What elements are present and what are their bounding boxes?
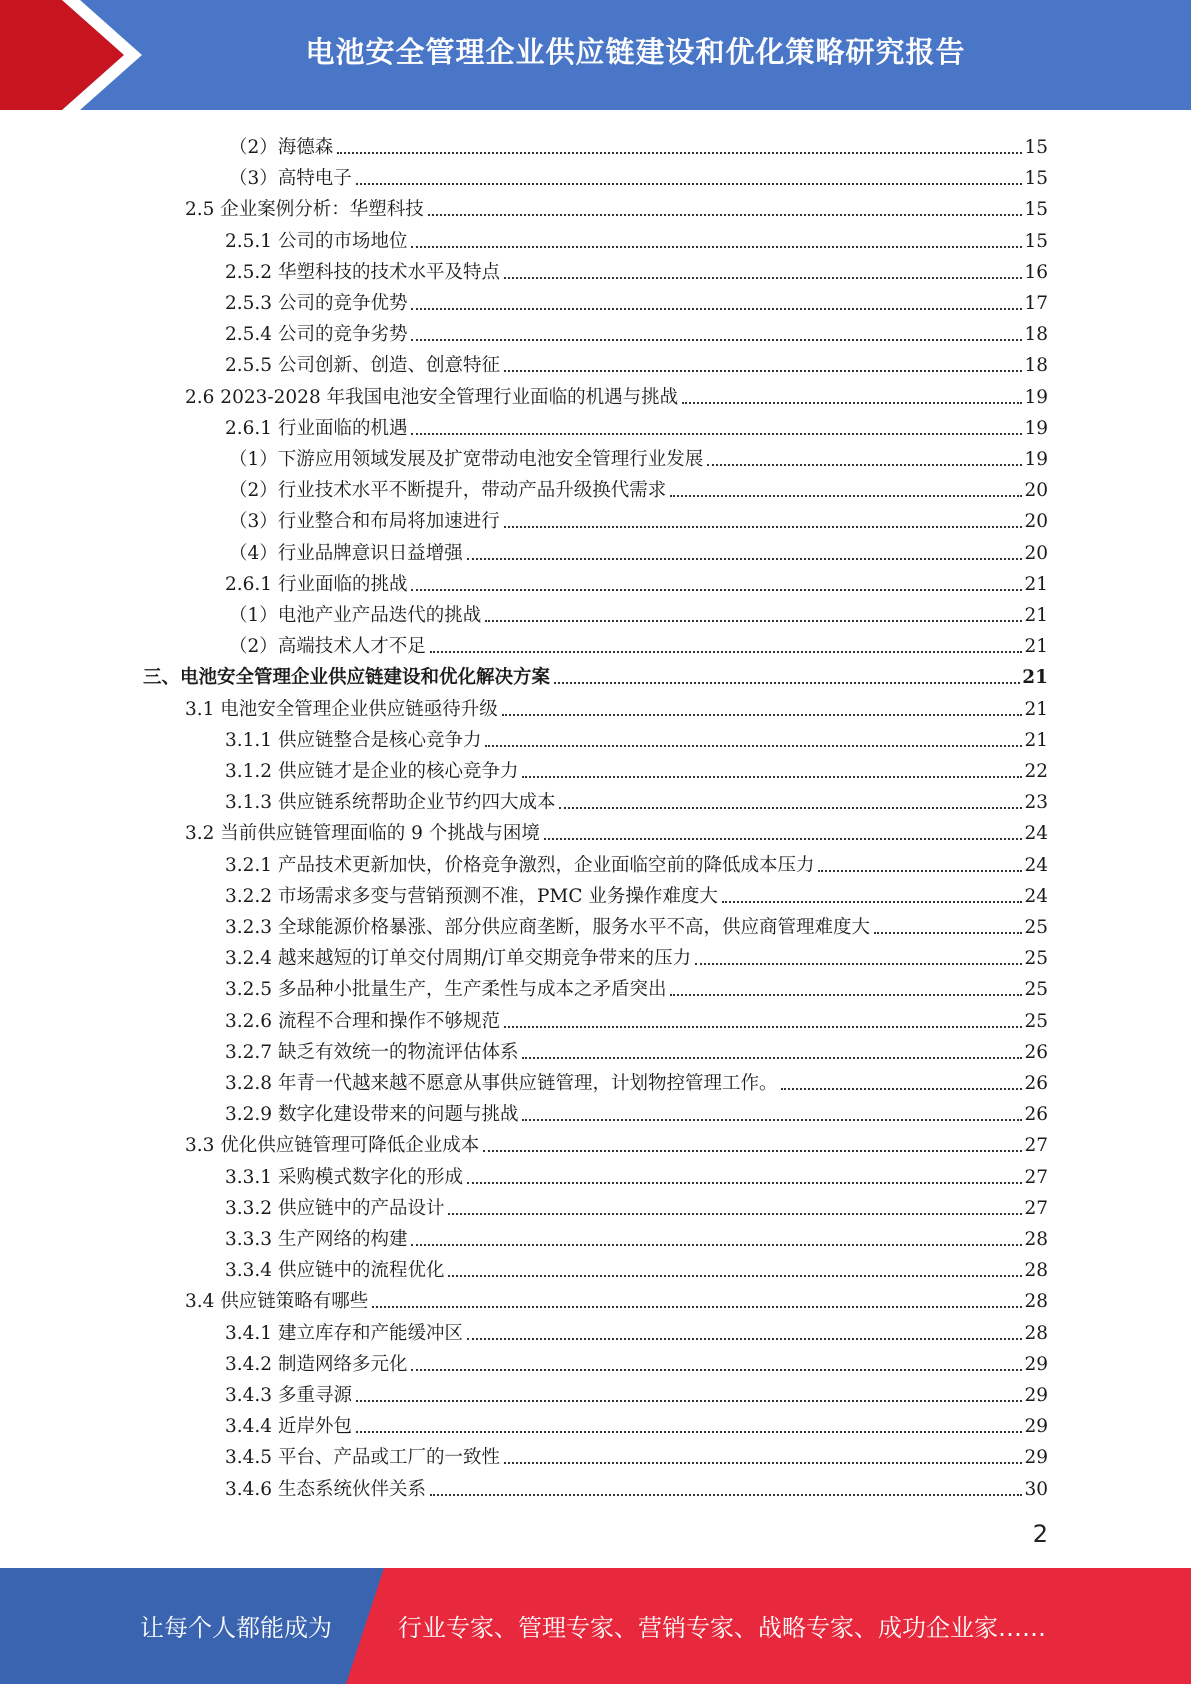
toc-entry-label: （2）行业技术水平不断提升，带动产品升级换代需求	[229, 480, 667, 502]
toc-entry[interactable]	[229, 471, 1048, 502]
toc-entry[interactable]	[225, 846, 1048, 877]
toc-entry-label: 2.5.4 公司的竞争劣势	[225, 324, 408, 346]
toc-entry[interactable]	[229, 440, 1048, 471]
toc-entry-page: 25	[1024, 1010, 1048, 1032]
toc-entry[interactable]	[225, 1158, 1048, 1189]
toc-entry[interactable]	[225, 1438, 1048, 1469]
toc-entry-page: 16	[1024, 261, 1048, 283]
toc-entry[interactable]	[225, 1314, 1048, 1345]
toc-entry-label: 3.3.4 供应链中的流程优化	[225, 1260, 445, 1282]
toc-dot-leader	[467, 1182, 1022, 1184]
toc-entry-label: 3.2.8 年青一代越来越不愿意从事供应链管理，计划物控管理工作。	[225, 1073, 778, 1094]
toc-entry-page: 28	[1024, 1229, 1048, 1250]
toc-entry-page: 15	[1024, 230, 1048, 252]
toc-entry-page: 18	[1024, 355, 1048, 377]
toc-dot-leader	[485, 745, 1022, 747]
toc-dot-leader	[522, 1057, 1022, 1059]
toc-entry[interactable]	[225, 315, 1048, 346]
toc-dot-leader	[337, 152, 1022, 154]
toc-dot-leader	[483, 1150, 1022, 1152]
toc-entry[interactable]	[185, 1126, 1048, 1157]
toc-dot-leader	[670, 495, 1022, 497]
toc-dot-leader	[707, 464, 1022, 466]
toc-dot-leader	[428, 214, 1023, 216]
toc-dot-leader	[411, 433, 1022, 435]
toc-entry-page: 23	[1024, 792, 1048, 814]
toc-dot-leader	[372, 1306, 1022, 1308]
toc-dot-leader	[411, 1369, 1022, 1371]
toc-entry-label: 3.4.4 近岸外包	[225, 1416, 352, 1438]
toc-entry-label: 3.2 当前供应链管理面临的 9 个挑战与困境	[185, 823, 540, 845]
toc-entry-page: 21	[1024, 605, 1048, 626]
toc-entry[interactable]	[225, 970, 1048, 1001]
toc-entry-page: 26	[1024, 1104, 1048, 1126]
toc-entry[interactable]	[229, 627, 1048, 658]
toc-entry[interactable]	[225, 1376, 1048, 1407]
toc-entry-page: 18	[1024, 324, 1048, 346]
toc-entry[interactable]	[225, 908, 1048, 939]
toc-dot-leader	[356, 183, 1023, 185]
toc-entry-page: 19	[1024, 449, 1048, 470]
toc-entry[interactable]	[225, 1033, 1048, 1064]
toc-entry[interactable]	[225, 409, 1048, 440]
header-arrow-decoration	[0, 0, 160, 110]
toc-entry-label: 3.3.1 采购模式数字化的形成	[225, 1166, 463, 1188]
toc-entry-page: 28	[1024, 1291, 1048, 1313]
toc-entry[interactable]	[229, 502, 1048, 533]
toc-entry-page: 25	[1024, 979, 1048, 1001]
toc-entry-label: 3.4.5 平台、产品或工厂的一致性	[225, 1447, 500, 1469]
toc-entry[interactable]	[229, 159, 1048, 190]
toc-entry-label: （4）行业品牌意识日益增强	[229, 542, 463, 564]
toc-dot-leader	[448, 1275, 1022, 1277]
toc-entry-label: （3）高特电子	[229, 168, 352, 190]
toc-entry-page: 27	[1024, 1166, 1048, 1188]
toc-entry[interactable]	[185, 690, 1048, 721]
toc-entry-page: 28	[1024, 1260, 1048, 1282]
page-number: 2	[1032, 1520, 1048, 1548]
toc-entry-page: 19	[1024, 417, 1048, 439]
toc-entry[interactable]	[229, 534, 1048, 565]
toc-dot-leader	[874, 932, 1022, 934]
footer-slogan-right: 行业专家、管理专家、营销专家、战略专家、成功企业家……	[398, 1614, 1046, 1642]
toc-entry-label: 2.6.1 行业面临的机遇	[225, 417, 408, 439]
toc-entry-label: 2.5.3 公司的竞争优势	[225, 293, 408, 314]
toc-entry[interactable]	[229, 596, 1048, 627]
toc-entry-page: 29	[1024, 1353, 1048, 1375]
toc-dot-leader	[722, 901, 1023, 903]
toc-entry-label: 3.2.6 流程不合理和操作不够规范	[225, 1010, 500, 1032]
toc-dot-leader	[781, 1088, 1022, 1090]
toc-entry[interactable]	[225, 1251, 1048, 1282]
toc-entry[interactable]	[225, 752, 1048, 783]
toc-entry-page: 28	[1024, 1322, 1048, 1344]
toc-entry-page: 15	[1024, 168, 1048, 190]
toc-entry[interactable]	[185, 190, 1048, 221]
toc-entry-page: 20	[1024, 511, 1048, 533]
toc-dot-leader	[522, 776, 1022, 778]
toc-entry-label: 3.2.1 产品技术更新加快，价格竞争激烈，企业面临空前的降低成本压力	[225, 854, 815, 876]
toc-entry-page: 27	[1024, 1197, 1048, 1219]
toc-entry[interactable]	[185, 378, 1048, 409]
toc-entry[interactable]	[225, 1189, 1048, 1220]
toc-entry-page: 19	[1024, 386, 1048, 408]
toc-entry-page: 21	[1024, 573, 1048, 595]
toc-entry-label: 3.2.4 越来越短的订单交付周期/订单交期竞争带来的压力	[225, 948, 692, 970]
toc-dot-leader	[818, 870, 1022, 872]
toc-entry-label: 3.4 供应链策略有哪些	[185, 1291, 369, 1313]
toc-dot-leader	[504, 1026, 1022, 1028]
toc-entry-label: 3.2.5 多品种小批量生产，生产柔性与成本之矛盾突出	[225, 979, 667, 1001]
toc-dot-leader	[695, 963, 1022, 965]
toc-entry-page: 29	[1024, 1385, 1048, 1406]
header-title: 电池安全管理企业供应链建设和优化策略研究报告	[305, 35, 966, 69]
toc-entry-label: 2.6.1 行业面临的挑战	[225, 573, 408, 595]
toc-entry[interactable]	[225, 1095, 1048, 1126]
toc-dot-leader	[430, 1494, 1022, 1496]
toc-entry-page: 15	[1024, 199, 1048, 221]
toc-entry[interactable]	[225, 1345, 1048, 1376]
toc-dot-leader	[554, 682, 1020, 684]
toc-dot-leader	[559, 807, 1022, 809]
toc-entry-label: 3.1 电池安全管理企业供应链亟待升级	[185, 698, 498, 720]
toc-entry-label: 3.3 优化供应链管理可降低企业成本	[185, 1135, 480, 1157]
toc-entry-label: 3.2.9 数字化建设带来的问题与挑战	[225, 1104, 519, 1126]
toc-entry-label: 3.2.2 市场需求多变与营销预测不准，PMC 业务操作难度大	[225, 885, 718, 907]
toc-entry-label: 3.4.2 制造网络多元化	[225, 1353, 408, 1375]
toc-entry-page: 21	[1022, 667, 1048, 689]
toc-entry-page: 26	[1024, 1073, 1048, 1094]
toc-entry-page: 20	[1024, 542, 1048, 564]
toc-entry-page: 20	[1024, 480, 1048, 502]
toc-entry[interactable]	[143, 658, 1048, 689]
toc-entry-label: 2.5.5 公司创新、创造、创意特征	[225, 355, 500, 377]
toc-dot-leader	[467, 1338, 1022, 1340]
toc-dot-leader	[522, 1119, 1022, 1121]
toc-entry-page: 25	[1024, 948, 1048, 970]
toc-entry[interactable]	[225, 284, 1048, 315]
toc-entry-page: 21	[1024, 698, 1048, 720]
toc-entry-label: 3.3.3 生产网络的构建	[225, 1229, 408, 1250]
toc-dot-leader	[448, 1213, 1022, 1215]
toc-entry-page: 22	[1024, 761, 1048, 782]
toc-entry[interactable]	[225, 1407, 1048, 1438]
toc-entry-label: 3.1.2 供应链才是企业的核心竞争力	[225, 761, 519, 782]
toc-dot-leader	[504, 1462, 1022, 1464]
toc-entry-page: 27	[1024, 1135, 1048, 1157]
toc-entry-page: 17	[1024, 293, 1048, 314]
toc-entry-label: 3.1.3 供应链系统帮助企业节约四大成本	[225, 792, 556, 814]
toc-entry-label: 3.4.6 生态系统伙伴关系	[225, 1478, 426, 1500]
toc-dot-leader	[411, 308, 1022, 310]
toc-entry-label: （2）高端技术人才不足	[229, 636, 426, 658]
toc-dot-leader	[411, 246, 1022, 248]
toc-entry-label: 2.5.1 公司的市场地位	[225, 230, 408, 252]
toc-entry-label: 2.5 企业案例分析：华塑科技	[185, 199, 424, 221]
toc-entry-label: 2.5.2 华塑科技的技术水平及特点	[225, 261, 500, 283]
toc-entry-page: 24	[1024, 854, 1048, 876]
toc-entry-label: 3.4.3 多重寻源	[225, 1385, 352, 1406]
toc-entry[interactable]	[225, 721, 1048, 752]
toc-entry[interactable]	[225, 565, 1048, 596]
toc-dot-leader	[682, 402, 1022, 404]
toc-entry-page: 24	[1024, 823, 1048, 845]
toc-entry[interactable]	[229, 128, 1048, 159]
toc-dot-leader	[670, 994, 1022, 996]
toc-entry-label: 三、电池安全管理企业供应链建设和优化解决方案	[143, 667, 551, 689]
toc-entry[interactable]	[225, 1064, 1048, 1095]
toc-entry[interactable]	[225, 222, 1048, 253]
toc-dot-leader	[411, 339, 1022, 341]
toc-dot-leader	[544, 838, 1023, 840]
toc-entry[interactable]	[225, 939, 1048, 970]
toc-dot-leader	[467, 558, 1023, 560]
toc-entry-label: 3.2.3 全球能源价格暴涨、部分供应商垄断，服务水平不高，供应商管理难度大	[225, 917, 870, 938]
toc-dot-leader	[485, 620, 1022, 622]
toc-entry-page: 15	[1024, 137, 1048, 158]
toc-entry[interactable]	[185, 1282, 1048, 1313]
toc-entry[interactable]	[225, 253, 1048, 284]
toc-entry-page: 21	[1024, 729, 1048, 751]
toc-entry-page: 30	[1024, 1478, 1048, 1500]
toc-entry-label: 3.1.1 供应链整合是核心竞争力	[225, 729, 482, 751]
toc-dot-leader	[504, 526, 1023, 528]
toc-entry-page: 24	[1024, 885, 1048, 907]
toc-entry-page: 21	[1024, 636, 1048, 658]
toc-entry-label: 2.6 2023-2028 年我国电池安全管理行业面临的机遇与挑战	[185, 386, 679, 408]
toc-entry[interactable]	[225, 1470, 1048, 1501]
page-footer	[0, 1568, 1191, 1684]
toc-dot-leader	[430, 651, 1023, 653]
toc-dot-leader	[356, 1431, 1023, 1433]
footer-slogan-left: 让每个人都能成为	[140, 1614, 332, 1642]
toc-dot-leader	[411, 589, 1022, 591]
toc-entry-label: 3.2.7 缺乏有效统一的物流评估体系	[225, 1041, 519, 1063]
toc-entry-label: （3）行业整合和布局将加速进行	[229, 511, 500, 533]
toc-entry-label: （2）海德森	[229, 137, 334, 158]
toc-entry[interactable]	[185, 814, 1048, 845]
toc-dot-leader	[356, 1400, 1023, 1402]
toc-entry-page: 29	[1024, 1447, 1048, 1469]
toc-entry[interactable]	[225, 783, 1048, 814]
toc-dot-leader	[504, 277, 1022, 279]
toc-entry-page: 29	[1024, 1416, 1048, 1438]
toc-entry-label: 3.4.1 建立库存和产能缓冲区	[225, 1322, 463, 1344]
toc-entry[interactable]	[225, 1002, 1048, 1033]
toc-entry-label: （1）电池产业产品迭代的挑战	[229, 605, 482, 626]
toc-entry[interactable]	[225, 1220, 1048, 1251]
toc-dot-leader	[411, 1244, 1022, 1246]
toc-entry[interactable]	[225, 877, 1048, 908]
toc-entry-label: （1）下游应用领域发展及扩宽带动电池安全管理行业发展	[229, 449, 704, 470]
toc-dot-leader	[502, 714, 1023, 716]
toc-entry-page: 26	[1024, 1041, 1048, 1063]
page-header	[0, 0, 1191, 110]
toc-entry-page: 25	[1024, 917, 1048, 938]
toc-entry[interactable]	[225, 346, 1048, 377]
toc-entry-label: 3.3.2 供应链中的产品设计	[225, 1197, 445, 1219]
toc-dot-leader	[504, 370, 1022, 372]
